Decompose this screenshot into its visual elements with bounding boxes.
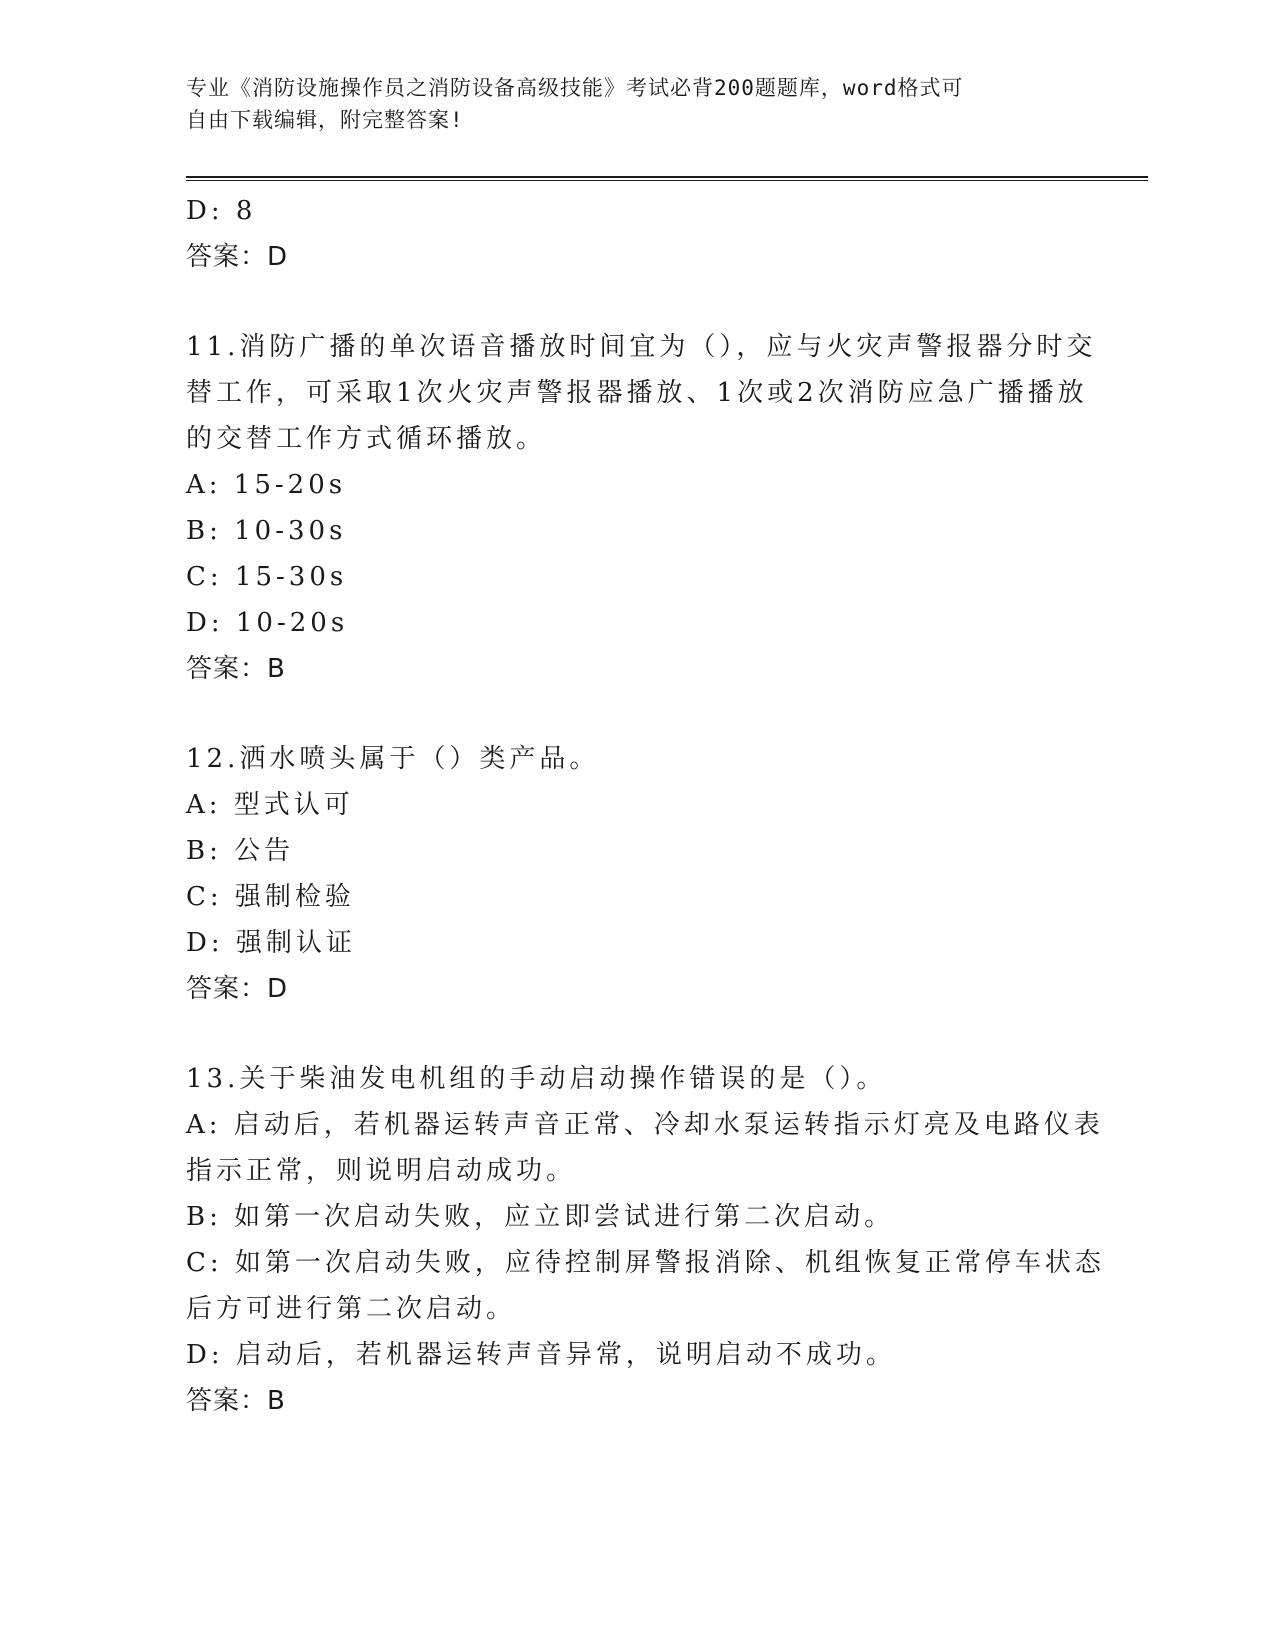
header-title-line-1: 专业《消防设施操作员之消防设备高级技能》考试必背200题题库，word格式可 xyxy=(186,76,964,100)
option-a: A: 15-20s xyxy=(186,470,347,500)
option-d: D: 10-20s xyxy=(186,608,349,638)
option-c: C: 强制检验 xyxy=(186,882,355,912)
document-body xyxy=(186,188,1105,1424)
option-c: C: 15-30s xyxy=(186,562,348,592)
previous-question-tail xyxy=(186,188,1086,280)
answer-line: 答案：B xyxy=(186,1386,286,1416)
header-divider xyxy=(186,176,1148,181)
option-b: B: 10-30s xyxy=(186,516,347,546)
question-stem-line: 13.关于柴油发电机组的手动启动操作错误的是（）。 xyxy=(186,1064,887,1094)
option-c: C: 如第一次启动失败，应待控制屏警报消除、机组恢复正常停车状态 xyxy=(186,1248,1105,1278)
answer-line: 答案：B xyxy=(186,654,286,684)
question-12 xyxy=(186,736,1086,1012)
option-c-continued: 后方可进行第二次启动。 xyxy=(186,1294,517,1324)
page-header xyxy=(186,72,1066,136)
option-b: B: 如第一次启动失败，应立即尝试进行第二次启动。 xyxy=(186,1202,895,1232)
option-d: D: 强制认证 xyxy=(186,928,356,958)
option-a: A: 型式认可 xyxy=(186,790,354,820)
option-b: B: 公告 xyxy=(186,836,295,866)
question-11 xyxy=(186,324,1097,692)
option-d: D: 8 xyxy=(186,196,257,226)
question-stem-line: 12.洒水喷头属于（）类产品。 xyxy=(186,744,600,774)
question-stem-line: 替工作，可采取1次火灾声警报器播放、1次或2次消防应急广播播放 xyxy=(186,378,1088,408)
option-a: A: 启动后，若机器运转声音正常、冷却水泵运转指示灯亮及电路仪表 xyxy=(186,1110,1104,1140)
option-a-continued: 指示正常，则说明启动成功。 xyxy=(186,1156,577,1186)
header-title-line-2: 自由下载编辑，附完整答案! xyxy=(186,108,464,132)
question-13 xyxy=(186,1056,1105,1424)
answer-line: 答案：D xyxy=(186,242,289,272)
question-stem-line: 11.消防广播的单次语音播放时间宜为（），应与火灾声警报器分时交 xyxy=(186,332,1097,362)
option-d: D: 启动后，若机器运转声音异常，说明启动不成功。 xyxy=(186,1340,896,1370)
question-stem-line: 的交替工作方式循环播放。 xyxy=(186,424,547,454)
answer-line: 答案：D xyxy=(186,974,289,1004)
